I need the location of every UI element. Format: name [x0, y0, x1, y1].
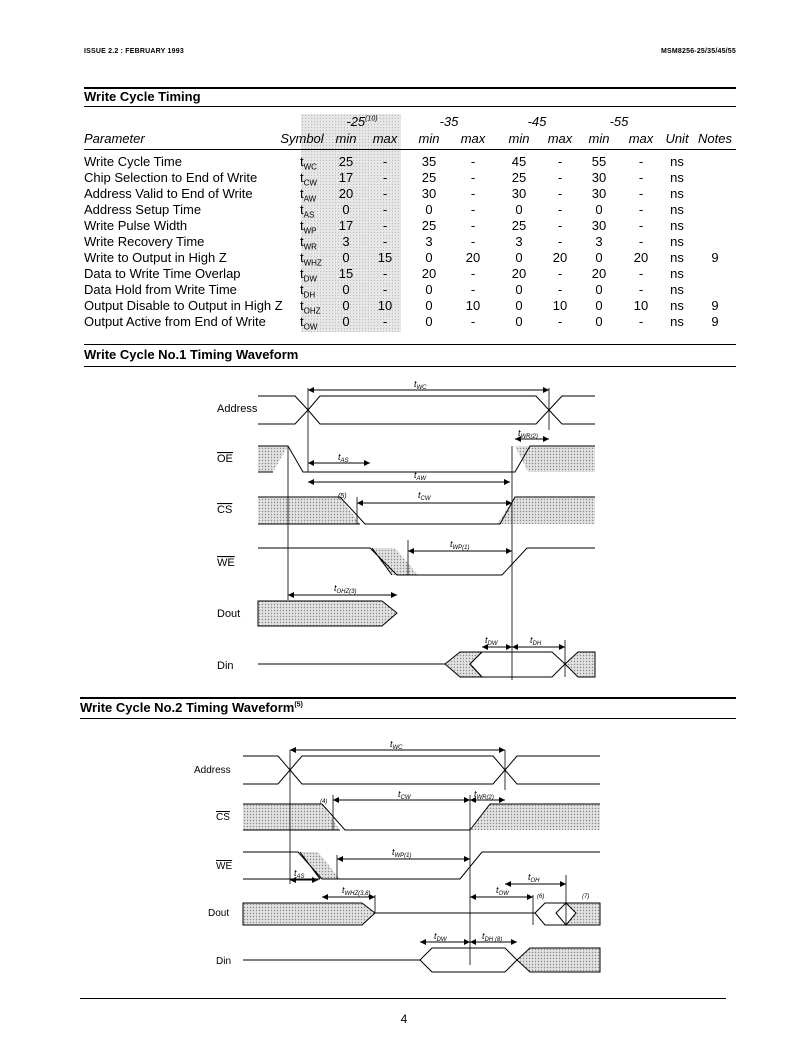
value-cell: - [638, 282, 644, 297]
wf2-label-we: WE [216, 861, 233, 872]
value-cell: 17 [338, 218, 354, 233]
parameter-cell: Chip Selection to End of Write [84, 170, 258, 185]
wf1-label-we: WE [217, 557, 235, 569]
value-cell: - [557, 202, 563, 217]
value-cell: - [470, 154, 476, 169]
value-cell: - [382, 314, 388, 329]
value-cell: - [557, 282, 563, 297]
value-cell: - [557, 218, 563, 233]
note-cell: 9 [711, 250, 719, 265]
value-cell: 30 [591, 186, 607, 201]
value-cell: 35 [421, 154, 437, 169]
value-cell: 20 [633, 250, 649, 265]
wf2-label-address: Address [194, 765, 231, 776]
value-cell: 30 [421, 186, 437, 201]
wf2-cs-shaded-right [470, 804, 600, 830]
part-number-header: MSM8256-25/35/45/55 [660, 48, 736, 55]
wf1-tcw-label: $t_{CW}$ [418, 490, 431, 502]
value-cell: - [382, 218, 388, 233]
symbol-cell: $t_{WP}$ [300, 218, 317, 236]
parameter-cell: Output Active from End of Write [84, 314, 266, 329]
value-cell: - [638, 186, 644, 201]
wf2-address-wave [243, 756, 600, 784]
speed-header-35: -35 [439, 114, 459, 129]
wf1-we-shaded [372, 548, 418, 575]
wf2-toh-label: $t_{OH}$ [528, 872, 540, 884]
wf2-twhz-label: $t_{WHZ(3,8)}$ [342, 885, 371, 897]
value-cell: 0 [425, 314, 433, 329]
wf2-note-7: (7) [582, 894, 590, 900]
wf1-twr-label: $t_{WR(2)}$ [518, 428, 538, 440]
value-cell: 0 [515, 314, 523, 329]
symbol-cell: $t_{AS}$ [300, 202, 315, 220]
symbol-cell: $t_{WHZ}$ [300, 250, 322, 268]
value-cell: 25 [338, 154, 354, 169]
value-cell: - [470, 218, 476, 233]
symbol-cell: $t_{DW}$ [300, 266, 317, 284]
value-cell: 25 [511, 218, 527, 233]
value-cell: - [382, 154, 388, 169]
value-cell: - [638, 154, 644, 169]
value-cell: - [382, 282, 388, 297]
value-cell: - [557, 234, 563, 249]
value-cell: 20 [511, 266, 527, 281]
value-cell: 0 [342, 314, 350, 329]
symbol-cell: $t_{DH}$ [300, 282, 316, 300]
value-cell: 17 [338, 170, 354, 185]
value-cell: - [557, 314, 563, 329]
wf1-address-wave [258, 396, 595, 424]
note-cell: 9 [711, 298, 719, 313]
unit-cell: ns [670, 170, 684, 185]
value-cell: - [557, 154, 563, 169]
parameter-cell: Address Setup Time [84, 202, 202, 217]
col-parameter: Parameter [84, 131, 145, 146]
wf1-label-din: Din [217, 660, 234, 672]
value-cell: 0 [595, 314, 603, 329]
value-cell: - [382, 186, 388, 201]
value-cell: 0 [595, 298, 603, 313]
col-max-45: max [547, 131, 573, 146]
issue-header: ISSUE 2.2 : FEBRUARY 1993 [84, 48, 184, 55]
speed-header-25: -25$^{(10)}$ [346, 114, 378, 129]
value-cell: 0 [595, 202, 603, 217]
wf1-label-oe: OE [217, 453, 233, 465]
wf2-tow-label: $t_{OW}$ [496, 885, 509, 897]
wf2-note-4: (4) [320, 799, 328, 805]
wf1-oe-shaded-right [515, 446, 595, 472]
speed-header-45: -45 [527, 114, 547, 129]
value-cell: 25 [421, 170, 437, 185]
value-cell: - [470, 282, 476, 297]
value-cell: - [470, 170, 476, 185]
wf2-label-din: Din [216, 956, 232, 967]
value-cell: 10 [552, 298, 568, 313]
value-cell: 30 [591, 218, 607, 233]
wf2-tcw-label: $t_{CW}$ [398, 789, 411, 801]
col-unit: Unit [665, 131, 689, 146]
value-cell: 3 [342, 234, 350, 249]
col-max-55: max [628, 131, 654, 146]
wf2-dout-shaded-end [566, 903, 600, 925]
value-cell: - [382, 170, 388, 185]
value-cell: 0 [425, 250, 433, 265]
value-cell: 30 [591, 170, 607, 185]
value-cell: - [470, 186, 476, 201]
parameter-cell: Write to Output in High Z [84, 250, 227, 265]
wf1-taw-label: $t_{AW}$ [414, 470, 427, 482]
value-cell: - [470, 234, 476, 249]
unit-cell: ns [670, 202, 684, 217]
value-cell: 0 [342, 250, 350, 265]
wf1-title: Write Cycle No.1 Timing Waveform [84, 347, 299, 362]
value-cell: 20 [552, 250, 568, 265]
value-cell: - [470, 266, 476, 281]
unit-cell: ns [670, 186, 684, 201]
symbol-cell: $t_{AW}$ [300, 186, 317, 204]
wf2-din-wave [243, 948, 517, 972]
unit-cell: ns [670, 266, 684, 281]
parameter-cell: Data Hold from Write Time [84, 282, 237, 297]
wf1-label-address: Address [217, 403, 258, 415]
value-cell: 0 [515, 202, 523, 217]
value-cell: - [557, 170, 563, 185]
wf2-note-6: (6) [537, 894, 545, 900]
value-cell: - [638, 266, 644, 281]
value-cell: - [557, 266, 563, 281]
parameter-cell: Output Disable to Output in High Z [84, 298, 283, 313]
value-cell: - [382, 266, 388, 281]
value-cell: 45 [511, 154, 527, 169]
wf1-twc-label: $t_{WC}$ [414, 379, 427, 391]
col-max-25: max [372, 131, 398, 146]
footer-rule [80, 998, 726, 999]
symbol-cell: $t_{OW}$ [300, 314, 318, 332]
wf2-din-shaded-right [517, 948, 600, 972]
col-min-35: min [418, 131, 440, 146]
value-cell: 0 [595, 282, 603, 297]
wf2-top-rule [80, 697, 736, 699]
value-cell: 15 [338, 266, 354, 281]
unit-cell: ns [670, 282, 684, 297]
wf1-guides [288, 388, 565, 680]
wf1-tas-label: $t_{AS}$ [338, 452, 349, 464]
value-cell: 0 [515, 250, 523, 265]
speed-header-55: -55 [609, 114, 629, 129]
value-cell: 10 [633, 298, 649, 313]
value-cell: 3 [515, 234, 523, 249]
parameter-cell: Write Cycle Time [84, 154, 182, 169]
value-cell: 3 [595, 234, 603, 249]
value-cell: 0 [595, 250, 603, 265]
value-cell: 20 [591, 266, 607, 281]
wf2-tas-label: $t_{AS}$ [294, 868, 305, 880]
value-cell: 20 [465, 250, 481, 265]
wf2-title: Write Cycle No.2 Timing Waveform$^{(5)}$ [80, 700, 303, 715]
value-cell: 30 [511, 186, 527, 201]
wf1-dout-shaded [258, 601, 397, 626]
unit-cell: ns [670, 250, 684, 265]
wf1-din-wave [258, 652, 565, 677]
value-cell: 0 [342, 298, 350, 313]
wf1-label-cs: CS [217, 504, 233, 516]
wf2-guides [290, 750, 566, 965]
table-title: Write Cycle Timing [84, 89, 201, 104]
wf2-twp-label: $t_{WP(1)}$ [392, 847, 412, 859]
col-min-25: min [335, 131, 357, 146]
value-cell: 0 [515, 282, 523, 297]
value-cell: 15 [377, 250, 393, 265]
value-cell: - [382, 234, 388, 249]
parameter-cell: Write Pulse Width [84, 218, 188, 233]
value-cell: 0 [515, 298, 523, 313]
symbol-cell: $t_{WR}$ [300, 234, 317, 252]
note-cell: 9 [711, 314, 719, 329]
parameter-cell: Data to Write Time Overlap [84, 266, 241, 281]
value-cell: 0 [425, 202, 433, 217]
value-cell: 25 [511, 170, 527, 185]
value-cell: 20 [338, 186, 354, 201]
col-min-45: min [508, 131, 530, 146]
value-cell: - [470, 314, 476, 329]
value-cell: - [638, 202, 644, 217]
symbol-cell: $t_{WC}$ [300, 154, 317, 172]
wf2-label-dout: Dout [208, 908, 230, 919]
symbol-cell: $t_{OHZ}$ [300, 298, 321, 316]
wf1-cs-shaded-left [258, 497, 360, 524]
wf1-note-5: (5) [338, 493, 347, 500]
wf1-tohz-label: $t_{OHZ(3)}$ [334, 583, 357, 595]
unit-cell: ns [670, 234, 684, 249]
wf2-twr-label: $t_{WR(2)}$ [474, 789, 494, 801]
parameter-cell: Address Valid to End of Write [84, 186, 253, 201]
wf1-din-shaded-right [565, 652, 595, 677]
col-notes: Notes [698, 131, 732, 146]
col-max-35: max [460, 131, 486, 146]
unit-cell: ns [670, 218, 684, 233]
value-cell: - [382, 202, 388, 217]
page-number: 4 [400, 1012, 408, 1026]
value-cell: 0 [342, 282, 350, 297]
wf1-tdw-label: $t_{DW}$ [485, 635, 498, 647]
value-cell: 25 [421, 218, 437, 233]
value-cell: 10 [465, 298, 481, 313]
value-cell: - [638, 218, 644, 233]
wf2-we-shaded [300, 852, 340, 879]
wf1-we-wave [258, 548, 595, 575]
wf2-label-cs: CS [216, 812, 230, 823]
value-cell: 20 [421, 266, 437, 281]
wf2-dout-shaded [243, 903, 375, 925]
value-cell: 55 [591, 154, 607, 169]
wf1-din-shaded-left [445, 652, 482, 677]
wf2-tdh-label: $t_{DH (8)}$ [482, 931, 503, 943]
wf1-label-dout: Dout [217, 608, 241, 620]
parameter-cell: Write Recovery Time [84, 234, 205, 249]
value-cell: 10 [377, 298, 393, 313]
symbol-cell: $t_{CW}$ [300, 170, 317, 188]
value-cell: - [638, 314, 644, 329]
col-min-55: min [588, 131, 610, 146]
unit-cell: ns [670, 298, 684, 313]
unit-cell: ns [670, 154, 684, 169]
wf2-title-rule [80, 718, 736, 719]
value-cell: - [638, 234, 644, 249]
wf2-twc-label: $t_{WC}$ [390, 739, 403, 751]
unit-cell: ns [670, 314, 684, 329]
value-cell: - [470, 202, 476, 217]
wf1-tdh-label: $t_{DH}$ [530, 635, 542, 647]
wf1-oe-shaded-left [258, 446, 288, 472]
value-cell: 3 [425, 234, 433, 249]
value-cell: - [557, 186, 563, 201]
wf1-twp-label: $t_{WP(1)}$ [450, 539, 470, 551]
value-cell: 0 [425, 282, 433, 297]
col-symbol: Symbol [280, 131, 324, 146]
value-cell: 0 [342, 202, 350, 217]
wf2-tdw-label: $t_{DW}$ [434, 931, 447, 943]
value-cell: - [638, 170, 644, 185]
value-cell: 0 [425, 298, 433, 313]
